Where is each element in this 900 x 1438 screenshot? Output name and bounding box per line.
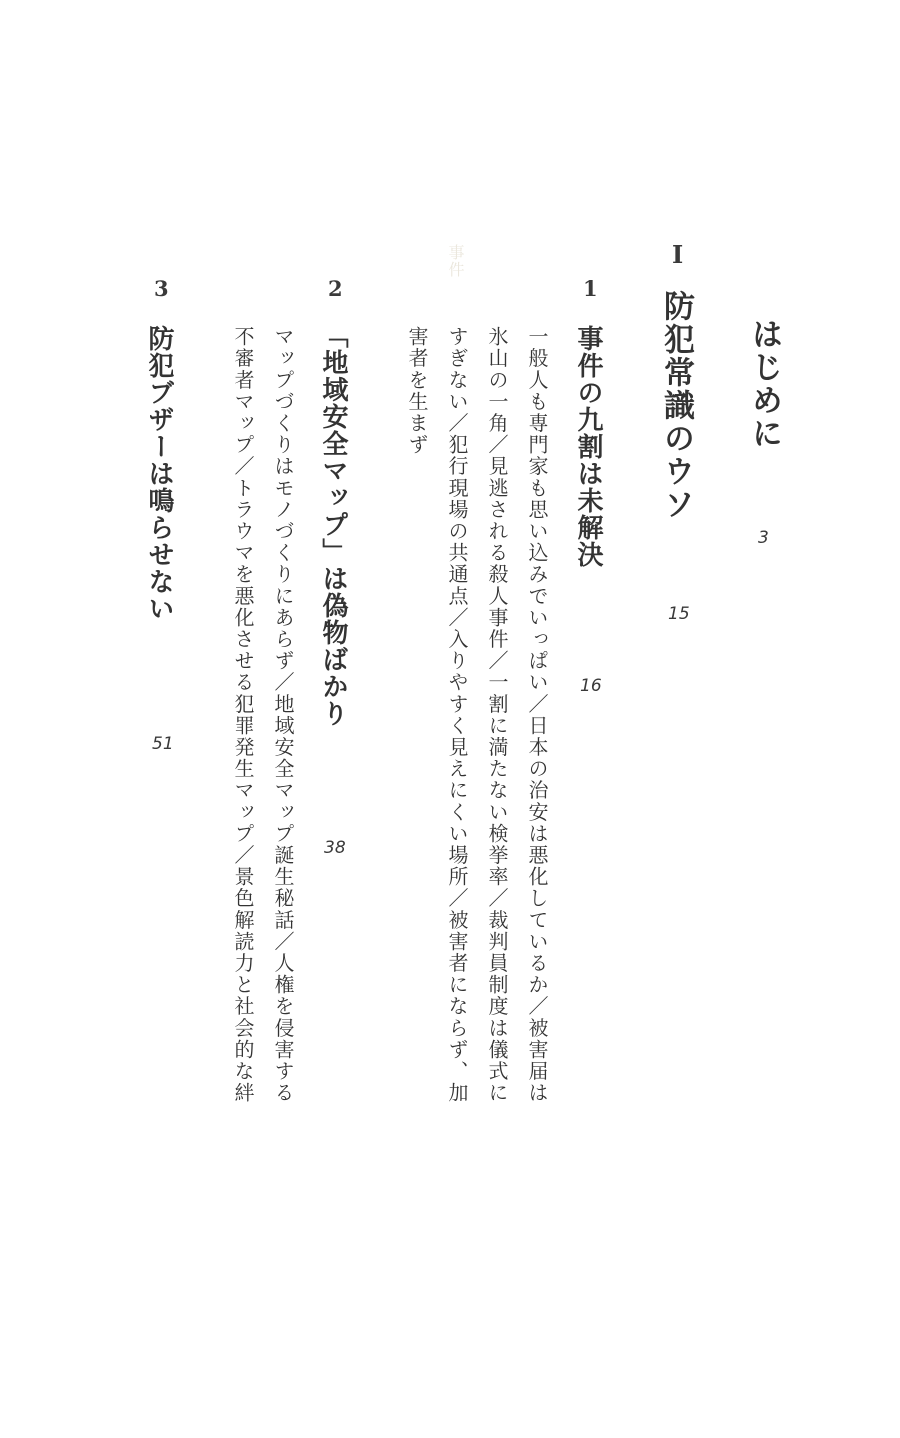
chapter-2-summary-line-1: マップづくりはモノづくりにあらず／地域安全マップ誕生秘話／人権を侵害する: [271, 326, 295, 1104]
chapter-1-title: 事件の九割は未解決: [573, 325, 603, 568]
chapter-2-page-number: 38: [324, 838, 346, 858]
chapter-1-page-number: 16: [580, 676, 602, 696]
chapter-2-summary-line-2: 不審者マップ／トラウマを悪化させる犯罪発生マップ／景色解読力と社会的な絆: [231, 326, 255, 1104]
chapter-2-title: 「地域安全マップ」は偽物ばかり: [318, 322, 348, 727]
part-title: 防犯常識のウソ: [658, 290, 694, 521]
chapter-1-summary-line-3: すぎない／犯行現場の共通点／入りやすく見えにくい場所／被害者にならず、加: [445, 326, 469, 1104]
chapter-1-summary-line-2: 氷山の一角／見逃される殺人事件／一割に満たない検挙率／裁判員制度は儀式に: [485, 326, 509, 1104]
part-numeral: I: [672, 240, 684, 269]
chapter-3-number: 3: [154, 276, 169, 301]
chapter-3-title: 防犯ブザーは鳴らせない: [144, 325, 174, 622]
intro-page-number: 3: [758, 528, 769, 548]
chapter-2-number: 2: [328, 276, 343, 301]
bleed-through-text: 事件: [446, 244, 465, 278]
chapter-1-number: 1: [583, 276, 598, 301]
chapter-1-summary-line-1: 一般人も専門家も思い込みでいっぱい／日本の治安は悪化しているか／被害届は: [525, 326, 549, 1104]
chapter-3-page-number: 51: [152, 734, 174, 754]
part-page-number: 15: [668, 604, 690, 624]
chapter-1-summary-line-4: 害者を生まず: [405, 326, 429, 456]
intro-title: はじめに: [746, 318, 782, 450]
